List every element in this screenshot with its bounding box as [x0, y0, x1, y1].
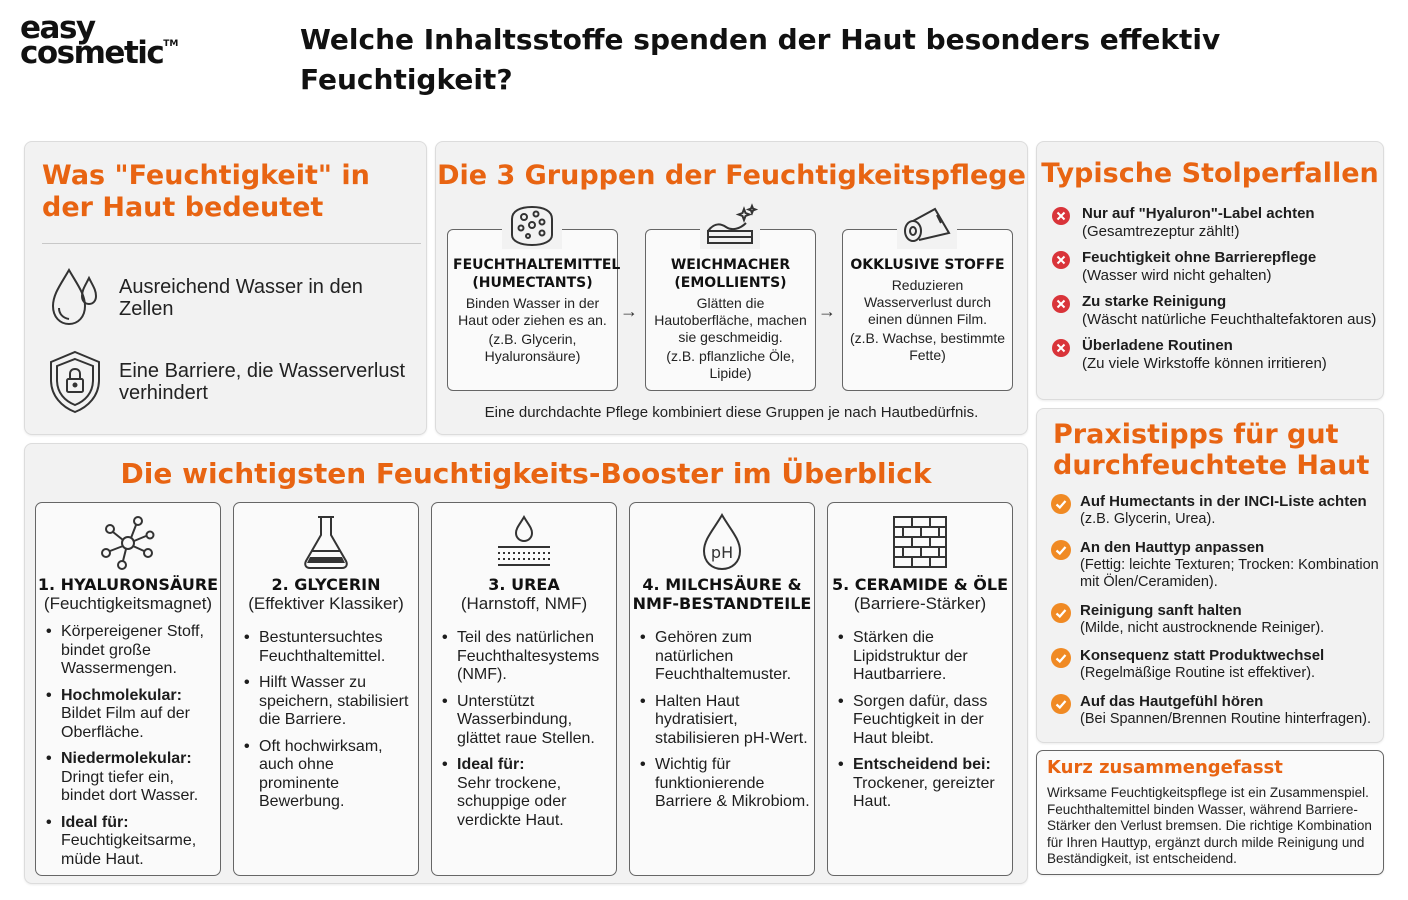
feature-water-text: Ausreichend Wasser in den Zellen — [119, 276, 363, 320]
feature-water — [45, 264, 409, 332]
list-item: • Bestuntersuchtes Feuchthaltemittel. — [244, 629, 414, 666]
group-icon-wrap — [897, 203, 957, 249]
booster-head — [828, 575, 1012, 614]
film-roll-icon — [897, 203, 957, 249]
group-icon-wrap — [502, 203, 562, 249]
group-card-emollients — [645, 229, 816, 391]
arrow-right: → — [620, 301, 638, 321]
gruppen-note: Eine durchdachte Pflege kombiniert diese Gruppen je nach Hautbedürfnis. — [484, 404, 979, 421]
booster-title: 5. CERAMIDE & ÖLE — [831, 575, 1009, 594]
list-item: • Hochmolekular: Bildet Film auf der Oberfläche. — [46, 687, 216, 743]
panel-title-praxistipps: Praxistipps für gut durchfeuchtete Haut — [1053, 419, 1370, 481]
divider — [42, 243, 421, 244]
error-x-icon — [1052, 295, 1070, 313]
group-desc: Reduzieren Wasserverlust durch einen dünnen Film. — [863, 277, 992, 327]
skin-layer-drop-icon — [494, 513, 554, 571]
error-x-icon — [1052, 207, 1070, 225]
group-title: FEUCHTHALTEMITTEL (HUMECTANTS) — [453, 257, 621, 291]
group-card-humectants — [447, 229, 621, 391]
list-item: Auf Humectants in der INCI-Liste achten (z.B. Glycerin, Urea). — [1051, 493, 1385, 529]
check-circle-icon — [1051, 694, 1071, 714]
panel-feuchtigkeit — [24, 141, 427, 435]
list-item: • Teil des natürlichen Feuchthaltesystems (NMF). — [442, 629, 612, 685]
panel-gruppen — [435, 141, 1028, 435]
list-item: • Oft hochwirksam, auch ohne prominente Bewerbung. — [244, 738, 414, 812]
booster-list — [640, 629, 810, 820]
group-desc: Binden Wasser in der Haut oder ziehen es an. — [458, 295, 607, 328]
booster-card-ceramide — [827, 502, 1013, 876]
group-example: (z.B. pflanzliche Öle, Lipide) — [666, 348, 795, 381]
shield-lock-icon — [45, 348, 105, 416]
list-item: Nur auf "Hyaluron"-Label achten (Gesamtrezeptur zählt!) — [1052, 205, 1382, 241]
feature-barrier-text: Eine Barriere, die Wasserverlust verhindert — [119, 360, 406, 404]
list-item: • Körpereigener Stoff, bindet große Wassermengen. — [46, 623, 216, 679]
group-example: (z.B. Wachse, bestimmte Fette) — [849, 330, 1006, 363]
booster-list — [838, 629, 1008, 820]
feature-barrier — [45, 348, 409, 416]
water-drops-icon — [45, 264, 105, 332]
panel-title-stolperfallen: Typische Stolperfallen — [1041, 158, 1379, 189]
panel-title-gruppen: Die 3 Gruppen der Feuchtigkeitspflege — [437, 160, 1026, 191]
brand-line-1: easy — [20, 10, 95, 46]
group-desc: Glätten die Hautoberfläche, machen sie geschmeidig. — [654, 295, 807, 345]
list-item: Überladene Routinen (Zu viele Wirkstoffe können irritieren) — [1052, 337, 1382, 373]
check-circle-icon — [1051, 494, 1071, 514]
booster-title: 2. GLYCERIN — [271, 575, 381, 594]
ph-drop-icon — [692, 513, 752, 571]
error-x-icon — [1052, 251, 1070, 269]
booster-head — [234, 575, 418, 614]
list-item: • Hilft Wasser zu speichern, stabilisiert die Barriere. — [244, 674, 414, 730]
booster-subtitle: (Barriere-Stärker) — [853, 594, 987, 613]
list-item: • Unterstützt Wasserbindung, glättet raue Stellen. — [442, 693, 612, 749]
list-item: • Ideal für: Feuchtigkeitsarme, müde Haut. — [46, 814, 216, 870]
panel-title-booster: Die wichtigsten Feuchtigkeits-Booster im Überblick — [120, 457, 932, 490]
check-circle-icon — [1051, 648, 1071, 668]
list-item: Auf das Hautgefühl hören (Bei Spannen/Brennen Routine hinterfragen). — [1051, 693, 1385, 729]
summary-text: Wirksame Feuchtigkeitspflege ist ein Zusammenspiel. Feuchthaltemittel binden Wasser, während Barriere-Stärker den Verlust bremsen. Die richtige Kombination für Ihren Hauttyp, ergänzt durch milde Reinigung und Beständigkeit, ist entscheidend. — [1047, 785, 1372, 866]
booster-list — [244, 629, 414, 820]
booster-head — [432, 575, 616, 614]
booster-title: 1. HYALURONSÄURE — [37, 575, 219, 594]
booster-list — [442, 629, 612, 838]
panel-title-kurz: Kurz zusammengefasst — [1047, 757, 1283, 778]
group-icon-wrap — [700, 203, 760, 249]
list-item: • Halten Haut hydratisiert, stabilisieren pH-Wert. — [640, 693, 810, 749]
flask-icon — [296, 513, 356, 571]
praxis-list — [1051, 493, 1385, 738]
list-item: • Niedermolekular: Dringt tiefer ein, bindet dort Wasser. — [46, 750, 216, 806]
molecule-icon — [98, 513, 158, 571]
brand-line-2: cosmetic™ — [20, 35, 179, 72]
list-item: • Sorgen dafür, dass Feuchtigkeit in der Haut bleibt. — [838, 693, 1008, 749]
group-title: OKKLUSIVE STOFFE — [850, 257, 1005, 273]
list-item: • Stärken die Lipidstruktur der Hautbarriere. — [838, 629, 1008, 685]
booster-card-milchsaeure — [629, 502, 815, 876]
booster-title: 3. UREA — [488, 575, 560, 594]
check-circle-icon — [1051, 540, 1071, 560]
booster-subtitle: (Harnstoff, NMF) — [460, 594, 588, 613]
list-item: Konsequenz statt Produktwechsel (Regelmäßige Routine ist effektiver). — [1051, 647, 1385, 683]
list-item: • Ideal für: Sehr trockene, schuppige oder verdickte Haut. — [442, 756, 612, 830]
list-item: • Gehören zum natürlichen Feuchthaltemuster. — [640, 629, 810, 685]
booster-card-glycerin — [233, 502, 419, 876]
list-item: • Wichtig für funktionierende Barriere & Mikrobiom. — [640, 756, 810, 812]
booster-card-urea — [431, 502, 617, 876]
group-title: WEICHMACHER (EMOLLIENTS) — [670, 257, 791, 291]
booster-head — [630, 575, 814, 613]
panel-praxistipps — [1036, 408, 1384, 743]
list-item: • Entscheidend bei: Trockener, gereizter Haut. — [838, 756, 1008, 812]
booster-head — [36, 575, 220, 614]
panel-kurz-zusammengefasst — [1036, 750, 1384, 875]
panel-booster — [24, 443, 1028, 884]
list-item: An den Hauttyp anpassen (Fettig: leichte Texturen; Trocken: Kombination mit Ölen/Ceramiden). — [1051, 539, 1385, 592]
page-title: Welche Inhaltsstoffe spenden der Haut besonders effektiv Feuchtigkeit? — [300, 23, 1221, 96]
error-x-icon — [1052, 339, 1070, 357]
booster-subtitle: (Effektiver Klassiker) — [248, 594, 404, 613]
check-circle-icon — [1051, 603, 1071, 623]
panel-stolperfallen — [1036, 141, 1384, 400]
group-example: (z.B. Glycerin, Hyaluronsäure) — [484, 331, 581, 364]
panel-title-feuchtigkeit: Was "Feuchtigkeit" in der Haut bedeutet — [42, 160, 370, 223]
group-card-occlusive — [842, 229, 1013, 391]
brick-wall-icon — [890, 513, 950, 571]
list-item: Zu starke Reinigung (Wäscht natürliche Feuchthaltefaktoren aus) — [1052, 293, 1382, 329]
booster-title: 4. MILCHSÄURE & NMF-BESTANDTEILE — [632, 575, 812, 613]
arrow-right: → — [818, 301, 836, 321]
sponge-icon — [502, 203, 562, 249]
svg-text:pH: pH — [710, 543, 734, 562]
list-item: Reinigung sanft halten (Milde, nicht austrocknende Reiniger). — [1051, 602, 1385, 638]
stolper-list — [1052, 205, 1382, 381]
brand-logo — [20, 10, 190, 72]
list-item: Feuchtigkeit ohne Barrierepflege (Wasser wird nicht gehalten) — [1052, 249, 1382, 285]
booster-subtitle: (Feuchtigkeitsmagnet) — [43, 594, 213, 613]
booster-card-hyaluron — [35, 502, 221, 876]
booster-list — [46, 623, 216, 877]
smooth-surface-icon — [700, 203, 760, 249]
trademark: TM — [163, 39, 179, 50]
